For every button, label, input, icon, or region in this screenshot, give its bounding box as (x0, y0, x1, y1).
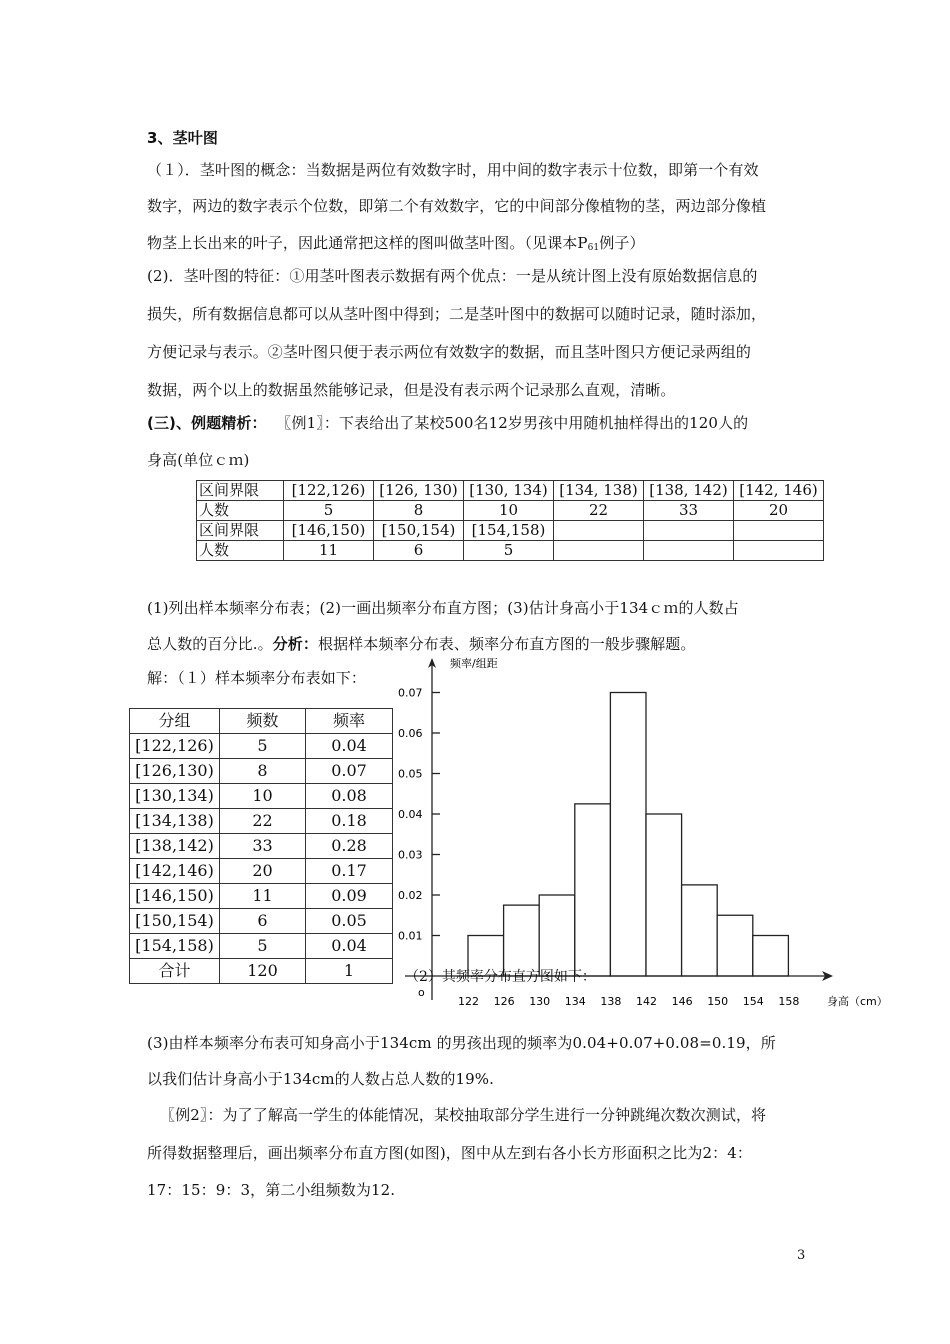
table-total-row (130, 959, 393, 984)
table-row (130, 934, 393, 959)
row-label: 人数 (197, 541, 284, 561)
cell: [142,146) (130, 859, 220, 884)
column-header: 频率 (306, 709, 393, 734)
analysis-label: 分析： (272, 635, 318, 653)
x-tick-label: 154 (742, 995, 764, 1008)
features-line-4: 数据，两个以上的数据虽然能够记录，但是没有表示两个记录那么直观，清晰。 (147, 381, 676, 399)
cell: [134, 138) (554, 481, 644, 501)
histogram-bar (575, 804, 611, 976)
table-row (197, 521, 824, 541)
table-row (197, 541, 824, 561)
table-row (130, 759, 393, 784)
x-axis-label: 身高（cm） (827, 995, 888, 1008)
row-label: 区间界限 (197, 521, 284, 541)
example-heading: (三)、例题精析： (147, 414, 267, 432)
cell: 1 (306, 959, 393, 984)
table-row (197, 481, 824, 501)
table-row (130, 809, 393, 834)
histogram-bar (682, 885, 718, 976)
questions-tail: 总人数的百分比.。 (147, 635, 273, 653)
table-header-row (130, 709, 393, 734)
cell (734, 521, 824, 541)
features-line-1: (2)．茎叶图的特征：①用茎叶图表示数据有两个优点：一是从统计图上没有原始数据信息的 (147, 267, 758, 285)
cell: 22 (554, 501, 644, 521)
cell: 120 (220, 959, 306, 984)
analysis-text: 根据样本频率分布表、频率分布直方图的一般步骤解题。 (317, 635, 696, 653)
example1-text: 〖例1〗：下表给出了某校500名12岁男孩中用随机抽样得出的120人的 (276, 414, 749, 432)
table-row (197, 501, 824, 521)
frequency-table (129, 708, 393, 984)
cell: 5 (220, 734, 306, 759)
features-line-3: 方便记录与表示。②茎叶图只便于表示两位有效数字的数据，而且茎叶图只方便记录两组的 (147, 343, 752, 361)
example1-unit: 身高(单位ｃｍ) (147, 451, 250, 469)
example2-line-2: 所得数据整理后，画出频率分布直方图(如图)，图中从左到右各小长方形面积之比为2：4： (147, 1144, 752, 1162)
concept-line-2: 数字，两边的数字表示个位数，即第二个有效数字，它的中间部分像植物的茎，两边部分像植 (147, 197, 767, 215)
table-row (130, 834, 393, 859)
cell: [122,126) (130, 734, 220, 759)
cell: 20 (734, 501, 824, 521)
cell: [146,150) (284, 521, 374, 541)
cell: [126,130) (130, 759, 220, 784)
cell: 6 (220, 909, 306, 934)
histogram-bar (539, 895, 575, 976)
y-tick-label: 0.02 (398, 889, 423, 902)
cell: [138,142) (130, 834, 220, 859)
row-label: 区间界限 (197, 481, 284, 501)
page-ref: 61 (587, 243, 600, 253)
cell: 10 (464, 501, 554, 521)
frequency-histogram (390, 650, 900, 1010)
cell: [130, 134) (464, 481, 554, 501)
table-row (130, 884, 393, 909)
cell: [154,158) (130, 934, 220, 959)
conclusion-line-2: 以我们估计身高小于134cm的人数占总人数的19%. (147, 1070, 494, 1088)
cell: 0.08 (306, 784, 393, 809)
y-tick-label: 0.03 (398, 848, 423, 862)
cell: 0.04 (306, 934, 393, 959)
conclusion-line-1: (3)由样本频率分布表可知身高小于134cm 的男孩出现的频率为0.04+0.07+0.08=0.19，所 (147, 1034, 776, 1052)
table-row (130, 734, 393, 759)
histogram-caption: （2）其频率分布直方图如下： (405, 969, 596, 985)
cell: 0.17 (306, 859, 393, 884)
x-tick-label: 142 (636, 995, 657, 1008)
histogram-bar (753, 936, 789, 977)
cell: 10 (220, 784, 306, 809)
cell (554, 521, 644, 541)
x-axis-ticks (458, 995, 799, 1008)
cell: [146,150) (130, 884, 220, 909)
page-number: 3 (797, 1248, 806, 1263)
cell: 5 (284, 501, 374, 521)
example2-line-1: 〖例2〗：为了了解高一学生的体能情况，某校抽取部分学生进行一分钟跳绳次数次测试，将 (160, 1106, 767, 1124)
cell: 0.09 (306, 884, 393, 909)
concept-tail: 例子） (599, 234, 645, 252)
y-axis-label: 频率/组距 (450, 657, 498, 670)
x-tick-label: 138 (600, 995, 622, 1008)
cell: 11 (220, 884, 306, 909)
histogram-bar (646, 814, 682, 976)
cell: 8 (374, 501, 464, 521)
cell: 33 (644, 501, 734, 521)
cell: 11 (284, 541, 374, 561)
cell (644, 541, 734, 561)
example1-intro (147, 413, 812, 433)
y-tick-label: 0.04 (398, 808, 423, 821)
cell: [138, 142) (644, 481, 734, 501)
row-label: 人数 (197, 501, 284, 521)
concept-line-3 (147, 233, 812, 258)
cell: 0.18 (306, 809, 393, 834)
cell: 5 (220, 934, 306, 959)
x-tick-label: 130 (529, 995, 551, 1008)
cell: [142, 146) (734, 481, 824, 501)
cell: 0.04 (306, 734, 393, 759)
concept-line-1: （１）．茎叶图的概念：当数据是两位有效数字时，用中间的数字表示十位数，即第一个有效 (147, 161, 759, 179)
histogram-bar (717, 915, 753, 976)
features-line-2: 损失，所有数据信息都可以从茎叶图中得到；二是茎叶图中的数据可以随时记录，随时添加， (147, 305, 767, 323)
cell: [122,126) (284, 481, 374, 501)
cell (554, 541, 644, 561)
origin-label: o (418, 986, 425, 999)
example2-line-3: 17：15：9：3，第二小组频数为12. (147, 1181, 396, 1199)
cell: [126, 130) (374, 481, 464, 501)
y-tick-label: 0.05 (398, 767, 423, 781)
cell: 8 (220, 759, 306, 784)
cell (644, 521, 734, 541)
cell (734, 541, 824, 561)
column-header: 分组 (130, 709, 220, 734)
table-row (130, 784, 393, 809)
cell: 0.07 (306, 759, 393, 784)
solution-intro: 解：（１）样本频率分布表如下： (147, 669, 367, 687)
column-header: 频数 (220, 709, 306, 734)
x-tick-label: 122 (458, 995, 479, 1008)
x-tick-label: 150 (707, 995, 729, 1008)
histogram-bar (610, 693, 646, 977)
cell: 0.28 (306, 834, 393, 859)
y-tick-label: 0.06 (398, 727, 423, 740)
cell: 0.05 (306, 909, 393, 934)
questions-line-1: (1)列出样本频率分布表；(2)一画出频率分布直方图；(3)估计身高小于134ｃｍ的人数占 (147, 599, 739, 617)
y-tick-label: 0.01 (398, 929, 423, 943)
section-title: 3、茎叶图 (147, 129, 218, 147)
x-tick-label: 134 (564, 995, 586, 1008)
cell: 合计 (130, 959, 220, 984)
histogram-bars (468, 693, 788, 977)
cell: [150,154) (130, 909, 220, 934)
cell: 33 (220, 834, 306, 859)
y-tick-label: 0.07 (398, 686, 423, 700)
y-axis-ticks (398, 687, 440, 943)
cell: [154,158) (464, 521, 554, 541)
cell: 6 (374, 541, 464, 561)
cell: [150,154) (374, 521, 464, 541)
x-tick-label: 158 (778, 995, 800, 1008)
cell: [134,138) (130, 809, 220, 834)
cell: 5 (464, 541, 554, 561)
height-data-table (196, 480, 824, 561)
x-tick-label: 126 (493, 995, 515, 1008)
cell: 22 (220, 809, 306, 834)
cell: 20 (220, 859, 306, 884)
concept-text: 物茎上长出来的叶子，因此通常把这样的图叫做茎叶图。（见课本P (147, 234, 588, 252)
x-tick-label: 146 (671, 995, 693, 1008)
cell: [130,134) (130, 784, 220, 809)
table-row (130, 909, 393, 934)
table-row (130, 859, 393, 884)
